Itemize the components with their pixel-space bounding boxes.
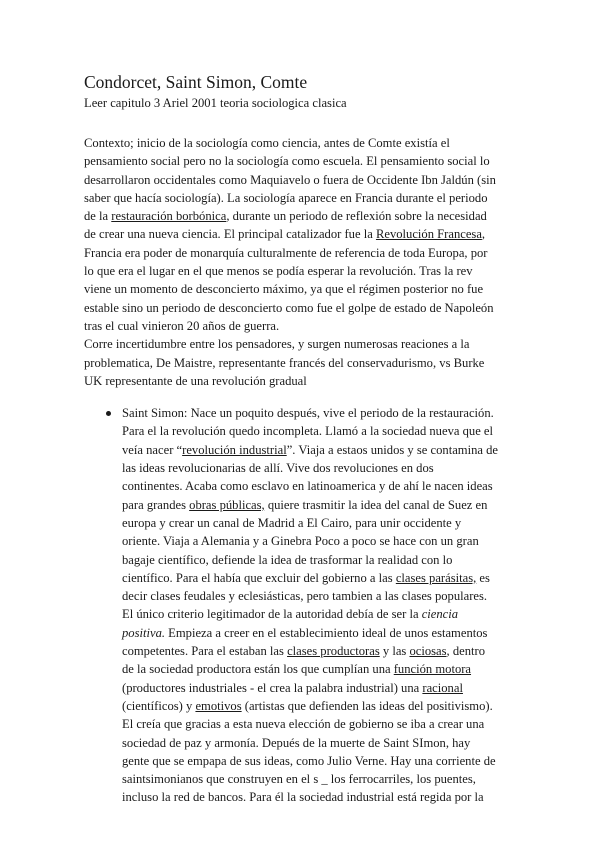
text-segment: científico. Para el había que excluir del gobierno a las: [122, 570, 396, 585]
text-segment: quiere trasmitir la idea del canal de Suez en: [264, 497, 488, 512]
text-segment: Empieza a creer en el establecimiento ideal de unos estamentos: [165, 625, 488, 640]
context-line: [84, 354, 522, 372]
text-segment: tras el cual vinieron 20 años de guerra.: [84, 318, 280, 333]
context-line: [84, 152, 522, 170]
text-segment: sociedad de paz y armonía. Depués de la muerte de Saint SImon, hay: [122, 735, 471, 750]
bullet-line: [122, 441, 522, 459]
text-segment: El único criterio legitimador de la autoridad debía de ser la: [122, 607, 422, 622]
text-segment: gente que se empapa de sus ideas, como Julio Verne. Hay una corriente de: [122, 753, 496, 768]
text-segment: las ideas revolucionarias de allí. Vive dos revoluciones en dos: [122, 461, 434, 476]
text-segment: de la sociedad productora están los que cumplían una: [122, 662, 394, 677]
underlined-term: función motora: [393, 662, 472, 677]
text-segment: y las: [379, 644, 410, 659]
underlined-term: ociosas: [409, 644, 447, 659]
text-segment: ,: [481, 227, 486, 242]
text-segment: lo que era el lugar en el que menos se podía esperar la revolución. Tras la rev: [84, 264, 473, 279]
context-line: [84, 335, 522, 353]
spacer: [84, 112, 522, 134]
text-segment: saber que hacía sociología). La sociología aparece en Francia durante el periodo: [84, 190, 488, 205]
text-segment: problematica, De Maistre, representante francés del conservadurismo, vs Burke: [84, 355, 485, 370]
bullet-line: [122, 734, 522, 752]
bullet-line: [122, 715, 522, 733]
context-paragraph: [84, 134, 522, 390]
text-segment: es: [476, 570, 490, 585]
bullet-line: [122, 788, 522, 806]
text-segment: oriente. Viaja a Alemania y a Ginebra Poco a poco se hace con un gran: [122, 534, 479, 549]
text-segment: desarrollaron occidentales como Maquiavelo o fuera de Occidente Ibn Jaldún (sin: [84, 172, 496, 187]
text-segment: continentes. Acaba como esclavo en latinoamerica y de ahí le nacen ideas: [122, 479, 493, 494]
bullet-line: [122, 642, 522, 660]
bullet-list: [84, 404, 522, 807]
context-line: [84, 317, 522, 335]
text-segment: de crear una nueva ciencia. El principal catalizador fue la: [84, 227, 376, 242]
underlined-term: Revolución Francesa: [375, 227, 482, 242]
text-segment: (productores industriales - el crea la palabra industrial) una: [122, 680, 423, 695]
italic-term: positiva.: [122, 625, 166, 640]
italic-term: ciencia: [421, 607, 459, 622]
bullet-line: [122, 569, 522, 587]
text-segment: bagaje científico, defiende la idea de trasformar la realidad con lo: [122, 552, 453, 567]
context-line: [84, 280, 522, 298]
document-subtitle: Leer capitulo 3 Ariel 2001 teoria sociologica clasica: [84, 96, 347, 110]
text-segment: pensamiento social pero no la sociología como escuela. El pensamiento social lo: [84, 154, 490, 169]
bullet-line: [122, 697, 522, 715]
context-line: [84, 299, 522, 317]
underlined-term: revolución industrial: [182, 442, 287, 457]
context-line: [84, 262, 522, 280]
text-segment: de la: [84, 209, 112, 224]
text-segment: europa y crear un canal de Madrid a El Cairo, para unir occidente y: [122, 515, 462, 530]
document-title: Condorcet, Saint Simon, Comte: [84, 72, 308, 92]
text-segment: , durante un periodo de reflexión sobre la necesidad: [226, 209, 487, 224]
text-segment: ”. Viaja a estaos unidos y se contamina de: [286, 442, 498, 457]
bullet-line: [122, 770, 522, 788]
text-segment: viene un momento de desconcierto máximo, ya que el régimen posterior no fue: [84, 282, 484, 297]
context-line: [84, 225, 522, 243]
text-segment: incluso la red de bancos. Para él la sociedad industrial está regida por la: [122, 790, 484, 805]
underlined-term: clases parásitas,: [395, 570, 477, 585]
bullet-line: [122, 624, 522, 642]
text-segment: competentes. Para el estaban las: [122, 644, 288, 659]
context-line: [84, 207, 522, 225]
text-segment: Francia era poder de monarquía culturalmente de referencia de toda Europa, por: [84, 245, 488, 260]
context-line: [84, 171, 522, 189]
underlined-term: restauración borbónica: [111, 209, 227, 224]
text-segment: decir clases feudales y eclesiásticas, pero tambien a las clases populares.: [122, 589, 488, 604]
text-segment: (artistas que defienden las ideas del positivismo).: [241, 698, 493, 713]
bullet-line: [122, 587, 522, 605]
text-segment: Saint Simon: Nace un poquito después, vive el periodo de la restauración.: [122, 406, 494, 421]
underlined-term: clases productoras: [287, 644, 380, 659]
bullet-line: [122, 514, 522, 532]
text-segment: veía nacer “: [122, 442, 183, 457]
bullet-line: [122, 459, 522, 477]
bullet-line: [122, 404, 522, 422]
text-segment: El creía que gracias a esta nueva elección de gobierno se iba a crear una: [122, 717, 485, 732]
bullet-line: [122, 752, 522, 770]
bullet-icon: [106, 411, 111, 416]
text-segment: estable sino un periodo de desconcierto como fue el golpe de estado de Napoleón: [84, 300, 494, 315]
bullet-line: [122, 496, 522, 514]
list-item-saint-simon: [110, 404, 522, 807]
underlined-term: emotivos: [195, 698, 242, 713]
underlined-term: obras públicas,: [189, 497, 265, 512]
text-segment: Contexto; inicio de la sociología como ciencia, antes de Comte existía el: [84, 136, 450, 150]
text-segment: , dentro: [446, 644, 486, 659]
context-line: [84, 189, 522, 207]
bullet-line: [122, 605, 522, 623]
text-segment: para grandes: [122, 497, 190, 512]
bullet-line: [122, 679, 522, 697]
underlined-term: racional: [422, 680, 463, 695]
context-line: [84, 372, 522, 390]
bullet-text: [122, 404, 522, 807]
bullet-line: [122, 477, 522, 495]
context-line: [84, 244, 522, 262]
bullet-line: [122, 551, 522, 569]
context-line: [84, 134, 522, 152]
text-segment: (científicos) y: [122, 698, 196, 713]
text-segment: Corre incertidumbre entre los pensadores, y surgen numerosas reaciones a la: [84, 337, 470, 352]
text-segment: saintsimonianos que construyen en el s _ los ferrocarriles, los puentes,: [122, 772, 476, 787]
bullet-line: [122, 532, 522, 550]
bullet-line: [122, 422, 522, 440]
text-segment: UK representante de una revolución gradual: [84, 373, 307, 388]
text-segment: Para el la revolución quedo incompleta. Llamó a la sociedad nueva que el: [122, 424, 494, 439]
bullet-line: [122, 660, 522, 678]
